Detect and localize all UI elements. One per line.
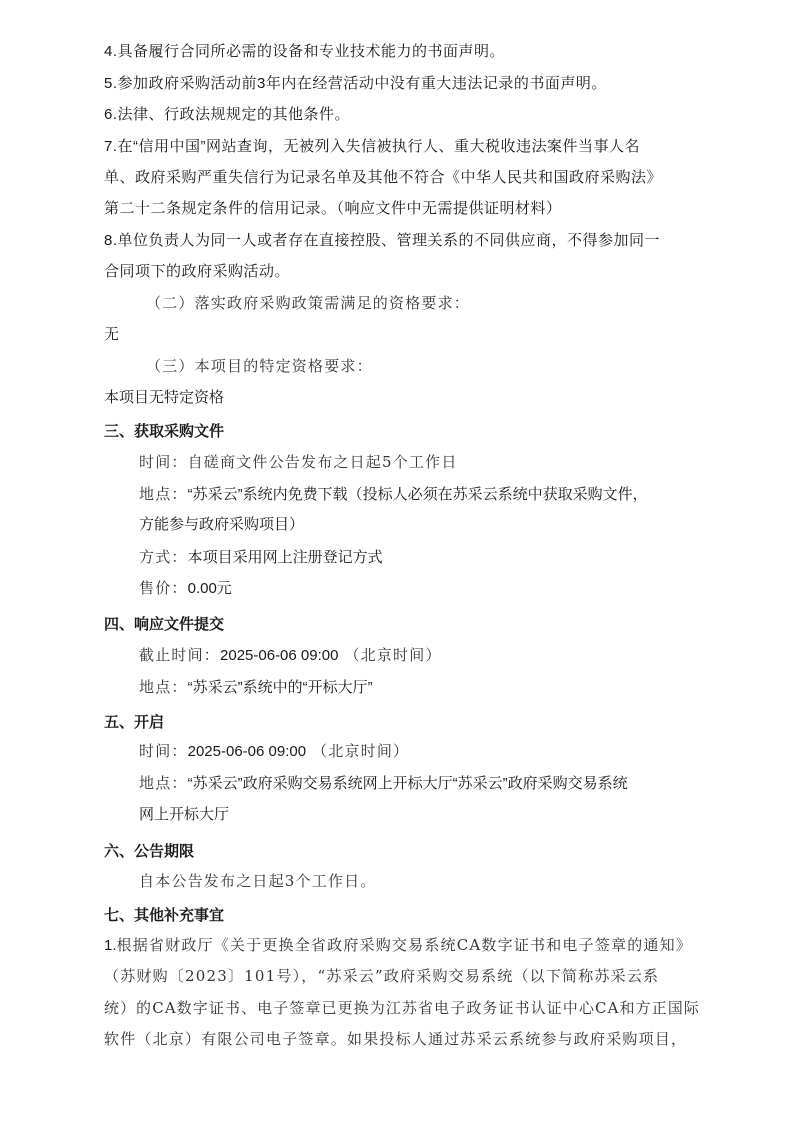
section-3-heading: 三、获取采购文件 xyxy=(104,423,225,440)
qualification-item-5: 5.参加政府采购活动前3年内在经营活动中没有重大违法记录的书面声明。 xyxy=(104,75,607,92)
section-4-heading: 四、响应文件提交 xyxy=(104,616,225,633)
policy-requirements-heading: （二）落实政府采购政策需满足的资格要求： xyxy=(146,294,471,312)
place-label: 地点： xyxy=(139,774,188,792)
section-4-deadline xyxy=(139,645,442,666)
qualification-item-7-line-1: 7.在“信用中国”网站查询，无被列入失信被执行人、重大税收违法案件当事人名 xyxy=(104,138,641,155)
price-value: 0.00元 xyxy=(187,580,232,597)
qualification-item-7-line-2: 单、政府采购严重失信行为记录名单及其他不符合《中华人民共和国政府采购法》 xyxy=(104,169,663,186)
section-5-time xyxy=(139,741,409,762)
place-value: “苏采云”系统中的“开标大厅” xyxy=(187,679,373,696)
place-label: 地点： xyxy=(139,678,188,696)
section-5-place-line-1 xyxy=(139,773,628,794)
section-7-item-1-line-4: 软件（北京）有限公司电子签章。如果投标人通过苏采云系统参与政府采购项目， xyxy=(104,1030,688,1048)
section-6-heading: 六、公告期限 xyxy=(104,843,195,860)
deadline-label: 截止时间： xyxy=(139,646,221,664)
qualification-item-8-line-2: 合同项下的政府采购活动。 xyxy=(104,263,291,280)
price-label: 售价： xyxy=(139,579,188,597)
time-label: 时间： xyxy=(139,453,188,471)
deadline-timezone: （北京时间） xyxy=(344,646,442,664)
section-7-heading: 七、其他补充事宜 xyxy=(104,907,225,924)
time-value: 2025-06-06 09:00 xyxy=(187,743,307,760)
section-5-place-line-2: 网上开标大厅 xyxy=(139,806,230,823)
time-timezone: （北京时间） xyxy=(312,742,410,760)
deadline-value: 2025-06-06 09:00 xyxy=(220,647,339,664)
section-5-heading: 五、开启 xyxy=(104,714,165,731)
section-7-item-1-line-1 xyxy=(104,935,692,956)
section-3-time xyxy=(139,452,458,473)
specific-requirements-value: 本项目无特定资格 xyxy=(104,389,225,406)
method-label: 方式： xyxy=(139,548,188,566)
section-4-place xyxy=(139,677,373,698)
specific-requirements-heading: （三）本项目的特定资格要求： xyxy=(146,357,373,375)
place-label: 地点： xyxy=(139,485,188,503)
section-6-text: 自本公告发布之日起3个工作日。 xyxy=(139,872,377,890)
qualification-item-7-line-3: 第二十二条规定条件的信用记录。（响应文件中无需提供证明材料） xyxy=(104,200,562,217)
section-3-place-line-1 xyxy=(139,484,648,505)
section-3-price xyxy=(139,578,232,599)
item-number: 1. xyxy=(104,937,117,954)
policy-requirements-value: 无 xyxy=(104,326,120,343)
qualification-item-6: 6.法律、行政法规规定的其他条件。 xyxy=(104,106,351,123)
method-value: 本项目采用网上注册登记方式 xyxy=(187,549,383,566)
qualification-item-8-line-1: 8.单位负责人为同一人或者存在直接控股、管理关系的不同供应商，不得参加同一 xyxy=(104,232,661,249)
time-value: 自磋商文件公告发布之日起5个工作日 xyxy=(187,453,458,471)
section-7-item-1-line-2: （苏财购〔2023〕101号），“苏采云”政府采购交易系统（以下简称苏采云系 xyxy=(104,967,660,985)
time-label: 时间： xyxy=(139,742,188,760)
section-3-place-line-2: 方能参与政府采购项目） xyxy=(139,516,305,533)
item-text: 根据省财政厅《关于更换全省政府采购交易系统CA数字证书和电子签章的通知》 xyxy=(116,936,693,954)
place-value: “苏采云”系统内免费下载（投标人必须在苏采云系统中获取采购文件， xyxy=(187,486,648,503)
place-value: “苏采云”政府采购交易系统网上开标大厅“苏采云”政府采购交易系统 xyxy=(187,775,628,792)
section-3-method xyxy=(139,547,383,568)
qualification-item-4: 4.具备履行合同所必需的设备和专业技术能力的书面声明。 xyxy=(104,43,506,60)
section-7-item-1-line-3: 统）的CA数字证书、电子签章已更换为江苏省电子政务证书认证中心CA和方正国际 xyxy=(104,999,701,1017)
